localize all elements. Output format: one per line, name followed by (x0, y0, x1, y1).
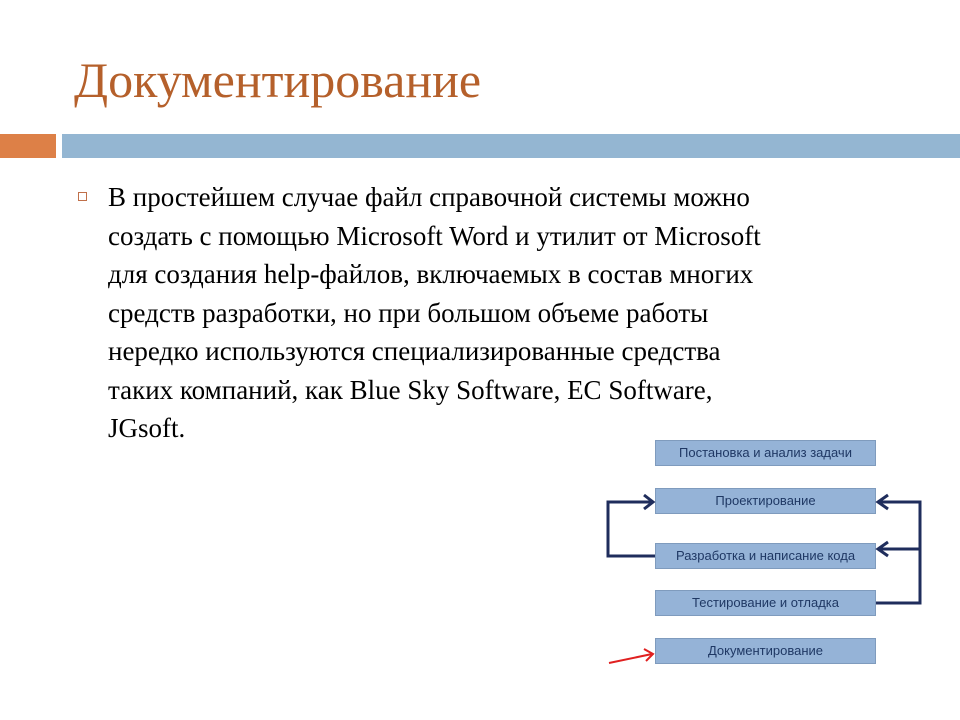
slide-title: Документирование (74, 52, 482, 108)
diagram-step-testing: Тестирование и отладка (655, 590, 876, 616)
diagram-step-analysis: Постановка и анализ задачи (655, 440, 876, 466)
diagram-step-design: Проектирование (655, 488, 876, 514)
diagram-step-documentation: Документирование (655, 638, 876, 664)
diagram-step-development: Разработка и написание кода (655, 543, 876, 569)
bullet-square-icon (78, 192, 87, 201)
accent-bar-blue (62, 134, 960, 158)
accent-bar-orange (0, 134, 56, 158)
bullet-text: В простейшем случае файл справочной системы можно создать с помощью Microsoft Word и утилит от Microsoft для создания help-файлов, включаемых в состав многих средств разработки, но при большом объеме работы нередко используются специализированные средства таких компаний, как Blue Sky Software, EC Software, JGsoft. (108, 182, 761, 443)
